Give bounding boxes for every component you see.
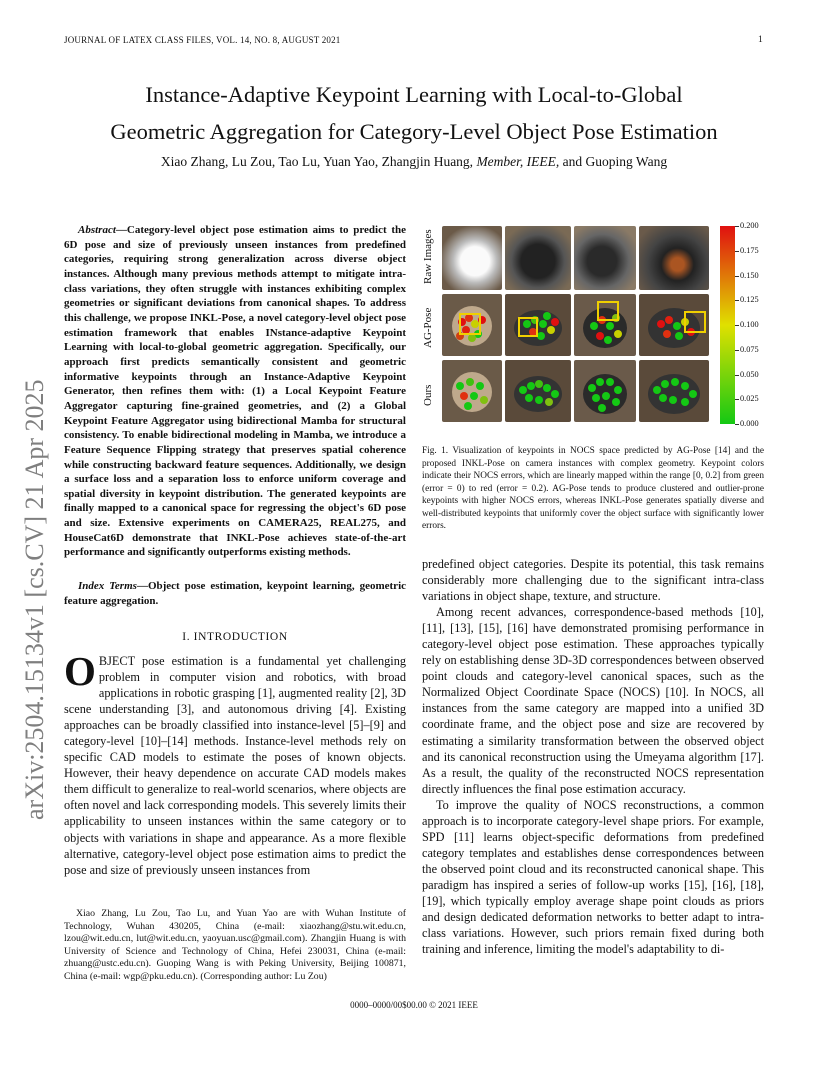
section-heading-introduction: I. INTRODUCTION (182, 631, 288, 643)
row-label-ours: Ours (422, 384, 434, 406)
ours-image-2 (505, 360, 571, 422)
page-number: 1 (758, 35, 763, 45)
index-terms-label: Index Terms (78, 580, 137, 592)
colorbar-tick-label: 0.075 (740, 344, 759, 354)
colorbar-tick-label: 0.100 (740, 320, 759, 329)
colorbar-tick-mark (735, 276, 739, 277)
author-list (40, 154, 788, 170)
running-header: JOURNAL OF LATEX CLASS FILES, VOL. 14, NO. 8, AUGUST 2021 (64, 35, 341, 45)
intro-paragraph (64, 648, 406, 878)
index-terms-text: —Object pose estimation, keypoint learning, geometric feature aggregation. (64, 580, 407, 607)
colorbar-tick-mark (735, 226, 739, 227)
colorbar-tick-mark (735, 424, 739, 425)
agpose-image-3 (574, 294, 636, 356)
right-paragraph-2: Among recent advances, correspondence-based methods [10], [11], [13], [15], [16] have demonstrated promising performance in category-level object pose estimation. These approaches typically rely on establishing dense 3D-3D correspondences between observed point clouds and category-level canonical spaces, such as the Normalized Object Coordinate Space (NOCS) [10]. In NOCS, all instances from the same category are mapped into a unified 3D coordinate frame, and the object pose and size are recovered by estimating a similarity transformation between the observed object and its canonical reconstruction using the Umeyama algorithm [17]. As a result, the quality of the reconstructed NOCS representation directly influences the final pose estimation accuracy. (422, 605, 764, 796)
raw-image-2 (505, 226, 571, 290)
title-line-1: Instance-Adaptive Keypoint Learning with Local-to-Global (145, 82, 683, 107)
agpose-image-2 (505, 294, 571, 356)
ours-image-1 (442, 360, 502, 422)
abstract-text: —Category-level object pose estimation aims to predict the 6D pose and size of previously unseen instances from predefined categories, requiring strong generalization across diverse object instances. Although many previous methods attempt to mitigate intra-class variations, they often struggle with instances exhibiting complex geometries or significant deviations from canonical shapes. To address this challenge, we propose INKL-Pose, a novel category-level object pose estimation framework that enables INstance-adaptive Keypoint Learning with local-to-global geometric aggregation. Specifically, our approach first predicts semantically consistent and geometric informative keypoints through an Instance-Adaptive Keypoint Generator, then refines them with: (1) a Local Keypoint Feature Aggregator capturing fine-grained geometries, and (2) a Global Keypoint Feature Aggregator using bidirectional Mamba for structural consistency. To enable bidirectional modeling in Mamba, we introduce a Feature Sequence Flipping strategy that preserves spatial coherence while constructing backward feature sequences. Additionally, we design a surface loss and a separation loss to enforce uniform coverage and spatial diversity in keypoint distribution. The generated keypoints are finally mapped to a canonical space for regressing the object's 6D pose and size. Extensive experiments on CAMERA25, REAL275, and HouseCat6D demonstrate that INKL-Pose achieves state-of-the-art performance and significantly outperforms existing methods. (64, 224, 406, 559)
colorbar-tick-label: 0.150 (740, 270, 759, 280)
abstract-label: Abstract (78, 224, 116, 236)
paper-title (40, 76, 788, 150)
ours-image-3 (574, 360, 636, 422)
intro-paragraph-text: BJECT pose estimation is a fundamental yet challenging problem in computer vision and robotics, with broad applications in robotic grasping [1], augmented reality [2], 3D scene understanding [3], and autonomous driving [4]. Existing approaches can be broadly classified into instance-level [5]–[9] and category-level [10]–[14] methods. Instance-level methods rely on specific CAD models to estimate the poses of known objects. However, their heavy dependence on accurate CAD models makes them difficult to generalize to real-world scenarios, where objects are often novel and lack corresponding models. This severely limits their applicability to unseen instances within the same category or to objects with variations in shape and appearance. As a more flexible alternative, category-level object pose estimation aims to predict the pose and size of previously unseen instances from (64, 654, 406, 877)
agpose-image-1 (442, 294, 502, 356)
right-paragraph-3: To improve the quality of NOCS reconstructions, a common approach is to incorporate category-level shape priors. For example, SPD [11] learns object-specific deformations from predefined category templates and establishes dense correspondences between the observed point cloud and its reconstructed canonical shape. This paradigm has inspired a series of follow-up works [15], [16], [18], [19], which typically employ average shape point clouds as priors and design dedicated deformation networks to better adapt to intra-class variations. However, such priors remain fixed during both training and inference, limiting the model's adaptability to di- (422, 797, 764, 957)
raw-image-4 (639, 226, 709, 290)
colorbar-tick-label: 0.000 (740, 419, 759, 428)
error-colorbar (720, 226, 735, 424)
colorbar-tick-label: 0.050 (740, 369, 759, 379)
drop-cap: O (64, 648, 96, 694)
copyright-footer: 0000–0000/00$00.00 © 2021 IEEE (350, 1000, 478, 1010)
colorbar-tick-mark (735, 350, 739, 351)
right-column-text (422, 556, 764, 957)
colorbar-tick-mark (735, 251, 739, 252)
authors-main: Xiao Zhang, Lu Zou, Tao Lu, Yuan Yao, Zhangjin Huang, (160, 154, 474, 169)
index-terms (64, 579, 406, 608)
colorbar-tick-mark (735, 300, 739, 301)
row-label-agpose: AG-Pose (422, 307, 434, 348)
agpose-image-4 (639, 294, 709, 356)
right-paragraph-1: predefined object categories. Despite its potential, this task remains considerably more challenging due to the significant intra-class variations in object shape, texture, and structure. (422, 557, 764, 604)
colorbar-tick-mark (735, 399, 739, 400)
raw-image-3 (574, 226, 636, 290)
figure-caption: Fig. 1. Visualization of keypoints in NOCS space predicted by AG-Pose [14] and the proposed INKL-Pose on camera instances with complex geometry. Keypoint colors indicate their NOCS errors, which are linearly mapped within the range [0, 0.2] from green (error = 0) to red (error = 0.2). AG-Pose tends to produce clustered and outlier-prone keypoints with higher NOCS errors, whereas INKL-Pose generates spatially diverse and well-distributed keypoints that uniformly cover the object surface with significantly lower errors. (422, 446, 764, 531)
abstract (64, 223, 406, 560)
title-line-2: Geometric Aggregation for Category-Level Object Pose Estimation (110, 119, 718, 144)
colorbar-tick-label: 0.175 (740, 245, 759, 255)
authors-tail: and Guoping Wang (559, 154, 668, 169)
authors-member: Member, IEEE, (476, 154, 560, 169)
colorbar-tick-mark (735, 325, 739, 326)
colorbar-tick-label: 0.125 (740, 295, 759, 305)
arxiv-stamp: arXiv:2504.15134v1 [cs.CV] 21 Apr 2025 (20, 379, 49, 820)
colorbar-tick-label: 0.200 (740, 221, 759, 230)
raw-image-1 (442, 226, 502, 290)
colorbar-tick-label: 0.025 (740, 394, 759, 404)
row-label-raw: Raw Images (422, 229, 434, 284)
colorbar-tick-mark (735, 375, 739, 376)
figure-1 (420, 222, 770, 434)
author-footnote: Xiao Zhang, Lu Zou, Tao Lu, and Yuan Yao are with Wuhan Institute of Technology, Wuhan 430205, China (e-mail: xiaozhang@stu.wit.edu.cn, lzou@wit.edu.cn, lut@wit.edu.cn, yaoyuan.usc@gmail.com). Zhangjin Huang is with University of Science and Technology of China, Hefei 230031, China (e-mail: zhuang@ustc.edu.cn). Guoping Wang is with Peking University, Beijing 100871, China (e-mail: wgp@pku.edu.cn). (Corresponding author: Lu Zou) (64, 908, 406, 982)
ours-image-4 (639, 360, 709, 422)
